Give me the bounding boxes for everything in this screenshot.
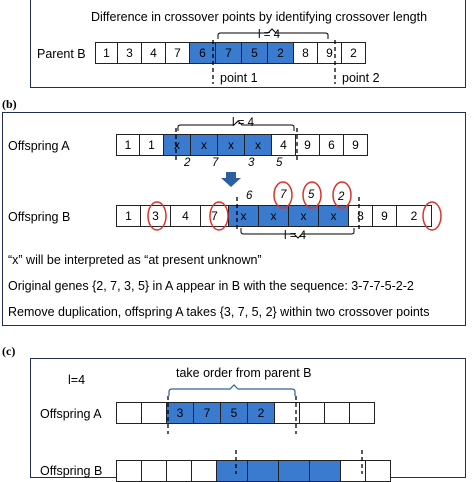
gene-cell: 4 bbox=[141, 42, 166, 64]
length-label-a: l = 4 bbox=[258, 29, 281, 41]
circle-gene-7-inside bbox=[210, 202, 228, 230]
gene-cell: 7 bbox=[165, 42, 190, 64]
gene-cell: 8 bbox=[348, 205, 373, 227]
gene-cell: 9 bbox=[372, 205, 397, 227]
gene-cell: 4 bbox=[170, 205, 201, 227]
brace-label: take order from parent B bbox=[176, 366, 312, 380]
panel-b-label: (b) bbox=[2, 97, 17, 111]
length-brace-b-bottom bbox=[241, 228, 354, 238]
b-value-above: 2 bbox=[338, 191, 345, 203]
gene-cell-crossover: 5 bbox=[241, 42, 268, 64]
gene-cell-crossover: 7 bbox=[193, 402, 221, 424]
gene-cell: 3 bbox=[117, 42, 142, 64]
offspring-b-label-c: Offspring B bbox=[40, 464, 103, 478]
parent-b-label: Parent B bbox=[37, 47, 86, 61]
gene-cell: 1 bbox=[139, 134, 164, 156]
gene-cell-crossover: 5 bbox=[220, 402, 248, 424]
gene-cell: 6 bbox=[319, 134, 344, 156]
length-brace-b-top bbox=[178, 121, 294, 131]
gene-cell: 3 bbox=[140, 205, 171, 227]
point-2-label: point 2 bbox=[342, 71, 380, 85]
gene-cell-crossover: 3 bbox=[166, 402, 194, 424]
circle-value-5 bbox=[303, 182, 321, 208]
offspring-a-label-c: Offspring A bbox=[40, 407, 102, 421]
gene-cell: 1 bbox=[95, 42, 118, 64]
length-label-c: l=4 bbox=[68, 373, 86, 387]
length-bottom-b: l = 4 bbox=[284, 230, 307, 242]
panel-c-label: (c) bbox=[2, 344, 16, 358]
order-brace-c bbox=[169, 385, 295, 396]
gene-cell-unknown: x bbox=[163, 134, 191, 156]
circle-value-2 bbox=[333, 182, 351, 208]
gene-cell: 9 bbox=[343, 134, 368, 156]
original-a-value: 3 bbox=[248, 157, 255, 169]
gene-cell-crossover: 7 bbox=[215, 42, 242, 64]
circle-gene-3 bbox=[148, 202, 166, 230]
gene-cell-unknown: x bbox=[190, 134, 218, 156]
gene-cell-unknown: x bbox=[244, 134, 272, 156]
circle-gene-2-end bbox=[423, 202, 441, 230]
panel-a-title: Difference in crossover points by identifying crossover length bbox=[91, 10, 428, 24]
b-value-above: 7 bbox=[280, 189, 287, 201]
gene-cell: 9 bbox=[317, 42, 342, 64]
b-value-above: 6 bbox=[246, 190, 253, 202]
b-value-above: 5 bbox=[308, 189, 315, 201]
note-sequence: Original genes {2, 7, 3, 5} in A appear in B with the sequence: 3-7-7-5-2-2 bbox=[8, 279, 414, 293]
note-unknown: “x” will be interpreted as “at present unknown” bbox=[8, 253, 262, 267]
gene-cell-crossover: 2 bbox=[247, 402, 275, 424]
point-1-label: point 1 bbox=[220, 71, 258, 85]
gene-cell: 2 bbox=[341, 42, 366, 64]
gene-cell-unknown: x bbox=[288, 205, 319, 227]
gene-cell: 2 bbox=[396, 205, 432, 227]
down-arrow-icon bbox=[221, 172, 241, 187]
gene-cell-crossover: 6 bbox=[189, 42, 216, 64]
gene-cell: 1 bbox=[116, 134, 140, 156]
gene-cell: 1 bbox=[116, 205, 141, 227]
gene-cell: 4 bbox=[271, 134, 296, 156]
offspring-a-label-b: Offspring A bbox=[8, 139, 70, 153]
original-a-value: 5 bbox=[276, 157, 283, 169]
gene-cell-unknown: x bbox=[228, 205, 259, 227]
gene-cell-unknown: x bbox=[318, 205, 349, 227]
gene-cell-unknown: x bbox=[258, 205, 289, 227]
length-brace-a bbox=[218, 29, 328, 39]
original-a-value: 7 bbox=[212, 157, 219, 169]
note-duplication: Remove duplication, offspring A takes {3, 7, 5, 2} within two crossover points bbox=[8, 305, 430, 319]
length-top-b: l = 4 bbox=[232, 117, 255, 129]
gene-cell: 8 bbox=[293, 42, 318, 64]
gene-cell: 9 bbox=[295, 134, 320, 156]
gene-cell-crossover: 2 bbox=[267, 42, 294, 64]
offspring-b-label-b: Offspring B bbox=[8, 210, 71, 224]
original-a-value: 2 bbox=[184, 157, 191, 169]
gene-cell: 7 bbox=[200, 205, 229, 227]
gene-cell-unknown: x bbox=[217, 134, 245, 156]
circle-value-7 bbox=[274, 182, 292, 208]
